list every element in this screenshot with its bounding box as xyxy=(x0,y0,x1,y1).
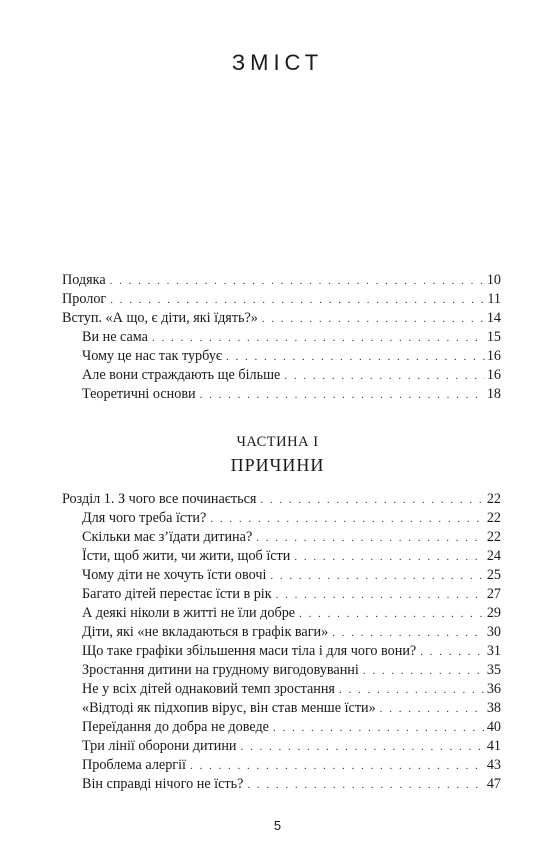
dot-leader xyxy=(152,329,485,348)
toc-entry-title: Теоретичні основи xyxy=(82,386,196,402)
toc-page-number: 31 xyxy=(486,643,501,659)
dot-leader xyxy=(299,605,485,624)
toc-page-number: 40 xyxy=(486,719,501,735)
dot-leader xyxy=(247,776,484,795)
toc-entry-title: «Відтоді як підхопив вірус, він став менше їсти» xyxy=(82,700,376,716)
toc-subentry xyxy=(62,680,501,699)
toc-subentry xyxy=(62,547,501,566)
toc-subentry xyxy=(62,642,501,661)
dot-leader xyxy=(294,548,484,567)
toc-entry xyxy=(62,290,501,309)
toc-page-number: 18 xyxy=(486,386,501,402)
toc-entry-title: Зростання дитини на грудному вигодовуванні xyxy=(82,662,359,678)
toc-page-number: 22 xyxy=(486,529,501,545)
toc-entry xyxy=(62,490,501,509)
toc-part-one xyxy=(62,490,501,794)
page-number: 5 xyxy=(273,818,282,833)
toc-page-number: 25 xyxy=(486,567,501,583)
dot-leader xyxy=(260,491,484,510)
toc-entry-title: Переїдання до добра не доведе xyxy=(82,719,269,735)
toc-subentry xyxy=(62,756,501,775)
toc-page-number: 41 xyxy=(486,738,501,754)
toc-front-matter xyxy=(62,271,501,404)
toc-entry-title: Він справді нічого не їсть? xyxy=(82,776,244,792)
dot-leader xyxy=(200,386,485,405)
toc-page-number: 36 xyxy=(486,681,501,697)
part-name: ПРИЧИНИ xyxy=(230,455,325,475)
dot-leader xyxy=(380,700,485,719)
toc-page-number: 24 xyxy=(486,548,501,564)
dot-leader xyxy=(210,510,484,529)
toc-subentry xyxy=(62,385,501,404)
dot-leader xyxy=(332,624,485,643)
toc-entry-title: Чому діти не хочуть їсти овочі xyxy=(82,567,267,583)
dot-leader xyxy=(110,291,485,310)
dot-leader xyxy=(270,567,484,586)
toc-entry-title: Не у всіх дітей однаковий темп зростання xyxy=(82,681,335,697)
toc-page-number: 22 xyxy=(486,491,501,507)
toc-subentry xyxy=(62,775,501,794)
toc-entry-title: Ви не сама xyxy=(82,329,148,345)
toc-entry-title: Що таке графіки збільшення маси тіла і для чого вони? xyxy=(82,643,417,659)
toc-page-number: 16 xyxy=(486,367,501,383)
toc-page-number: 14 xyxy=(486,310,501,326)
toc-subentry xyxy=(62,737,501,756)
toc-page-number: 43 xyxy=(486,757,501,773)
toc-entry-title: Три лінії оборони дитини xyxy=(82,738,237,754)
toc-page-number: 29 xyxy=(486,605,501,621)
toc-entry-title: Вступ. «А що, є діти, які їдять?» xyxy=(62,310,258,326)
toc-subentry xyxy=(62,328,501,347)
toc-page-number: 47 xyxy=(486,776,501,792)
toc-entry-title: Але вони страждають ще більше xyxy=(82,367,281,383)
dot-leader xyxy=(110,272,485,291)
toc-page-number: 11 xyxy=(487,291,501,307)
dot-leader xyxy=(339,681,485,700)
toc-entry-title: Розділ 1. З чого все починається xyxy=(62,491,257,507)
toc-subentry xyxy=(62,509,501,528)
toc-page-number: 38 xyxy=(486,700,501,716)
dot-leader xyxy=(226,348,485,367)
page-title: ЗМІСТ xyxy=(231,50,324,75)
toc-entry-title: Багато дітей перестає їсти в рік xyxy=(82,586,272,602)
toc-subentry xyxy=(62,661,501,680)
toc-entry-title: Подяка xyxy=(62,272,106,288)
toc-subentry xyxy=(62,718,501,737)
toc-entry-title: Скільки має з’їдати дитина? xyxy=(82,529,253,545)
dot-leader xyxy=(420,643,485,662)
toc-entry-title: Для чого треба їсти? xyxy=(82,510,207,526)
part-label: ЧАСТИНА І xyxy=(236,434,319,450)
toc-entry-title: Їсти, щоб жити, чи жити, щоб їсти xyxy=(82,548,291,564)
dot-leader xyxy=(256,529,485,548)
dot-leader xyxy=(262,310,485,329)
toc-subentry xyxy=(62,585,501,604)
dot-leader xyxy=(284,367,485,386)
dot-leader xyxy=(276,586,485,605)
toc-entry-title: А деякі ніколи в житті не їли добре xyxy=(82,605,296,621)
toc-page-number: 35 xyxy=(486,662,501,678)
dot-leader xyxy=(241,738,485,757)
toc-subentry xyxy=(62,566,501,585)
dot-leader xyxy=(190,757,485,776)
toc-page-number: 27 xyxy=(486,586,501,602)
toc-page-number: 16 xyxy=(486,348,501,364)
toc-entry-title: Діти, які «не вкладаються в графік ваги» xyxy=(82,624,329,640)
toc-entry-title: Пролог xyxy=(62,291,107,307)
toc-page-number: 30 xyxy=(486,624,501,640)
toc-subentry xyxy=(62,347,501,366)
toc-entry xyxy=(62,271,501,290)
toc-page-number: 22 xyxy=(486,510,501,526)
toc-subentry xyxy=(62,699,501,718)
toc-subentry xyxy=(62,604,501,623)
toc-page-number: 15 xyxy=(486,329,501,345)
dot-leader xyxy=(273,719,485,738)
toc-page-number: 10 xyxy=(486,272,501,288)
toc-entry-title: Чому це нас так турбує xyxy=(82,348,223,364)
toc-entry xyxy=(62,309,501,328)
toc-subentry xyxy=(62,366,501,385)
toc-subentry xyxy=(62,623,501,642)
toc-entry-title: Проблема алергії xyxy=(82,757,186,773)
dot-leader xyxy=(363,662,485,681)
toc-subentry xyxy=(62,528,501,547)
